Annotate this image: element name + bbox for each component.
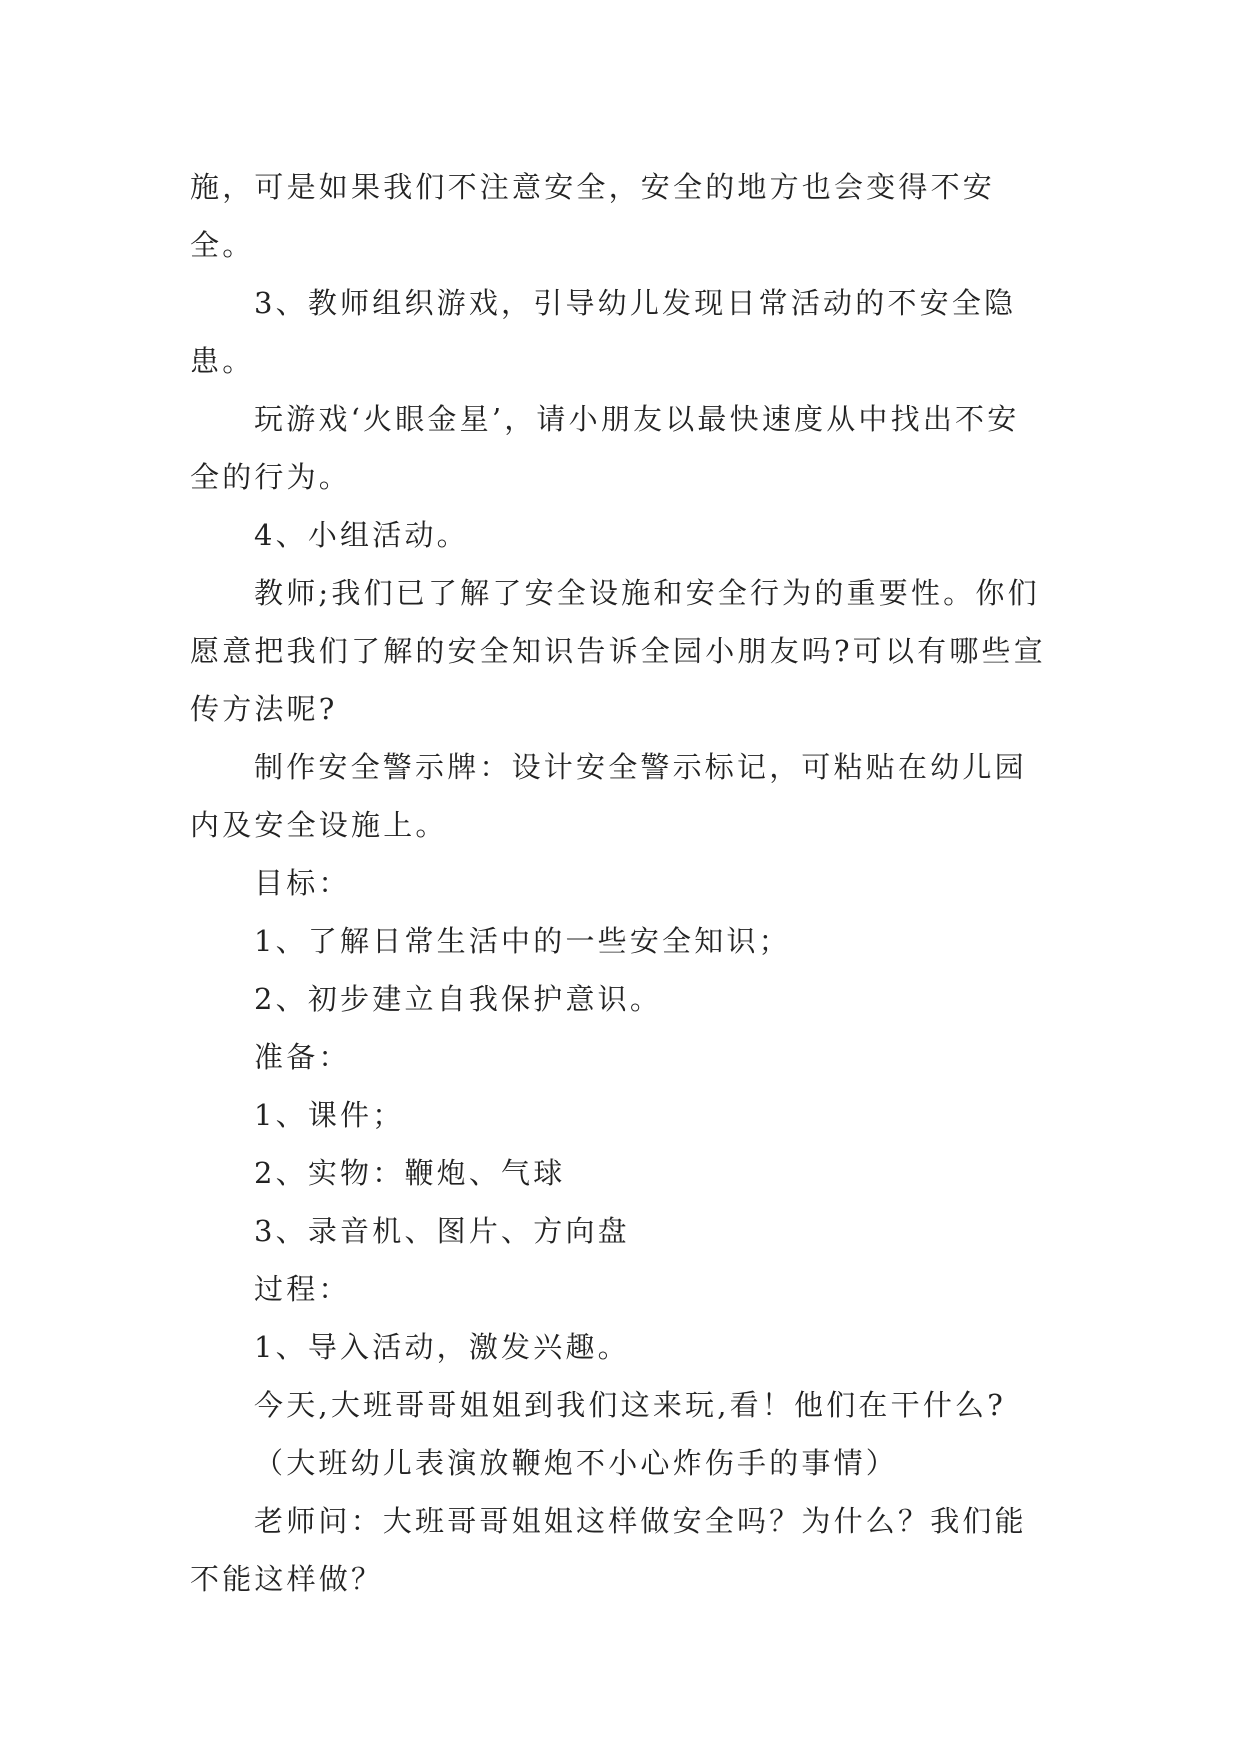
preparation-item-2: 2、实物：鞭炮、气球 [254, 1156, 566, 1190]
section-heading-preparation: 准备： [254, 1040, 351, 1074]
paragraph-6: 制作安全警示牌：设计安全警示标记，可粘贴在幼儿园内及安全设施上。 [190, 750, 1027, 842]
section-heading-goals: 目标： [254, 866, 351, 900]
paragraph-17: （大班幼儿表演放鞭炮不小心炸伤手的事情） [254, 1446, 899, 1480]
paragraph-1: 施，可是如果我们不注意安全，安全的地方也会变得不安全。 [190, 170, 996, 262]
document-body [190, 158, 1050, 1608]
paragraph-3: 玩游戏‘火眼金星’，请小朋友以最快速度从中找出不安全的行为。 [190, 402, 1020, 494]
paragraph-16: 今天,大班哥哥姐姐到我们这来玩,看！他们在干什么? [254, 1388, 1006, 1422]
process-item-1: 1、导入活动，激发兴趣。 [254, 1330, 630, 1364]
goal-item-2: 2、初步建立自我保护意识。 [254, 982, 663, 1016]
paragraph-4: 4、小组活动。 [254, 518, 469, 552]
section-heading-process: 过程： [254, 1272, 351, 1306]
paragraph-5: 教师;我们已了解了安全设施和安全行为的重要性。你们愿意把我们了解的安全知识告诉全园小朋友吗?可以有哪些宣传方法呢? [190, 576, 1046, 726]
preparation-item-3: 3、录音机、图片、方向盘 [254, 1214, 630, 1248]
goal-item-1: 1、了解日常生活中的一些安全知识； [254, 924, 791, 958]
preparation-item-1: 1、课件； [254, 1098, 405, 1132]
paragraph-2: 3、教师组织游戏，引导幼儿发现日常活动的不安全隐患。 [190, 286, 1017, 378]
paragraph-18: 老师问：大班哥哥姐姐这样做安全吗？为什么？我们能不能这样做？ [190, 1504, 1027, 1596]
